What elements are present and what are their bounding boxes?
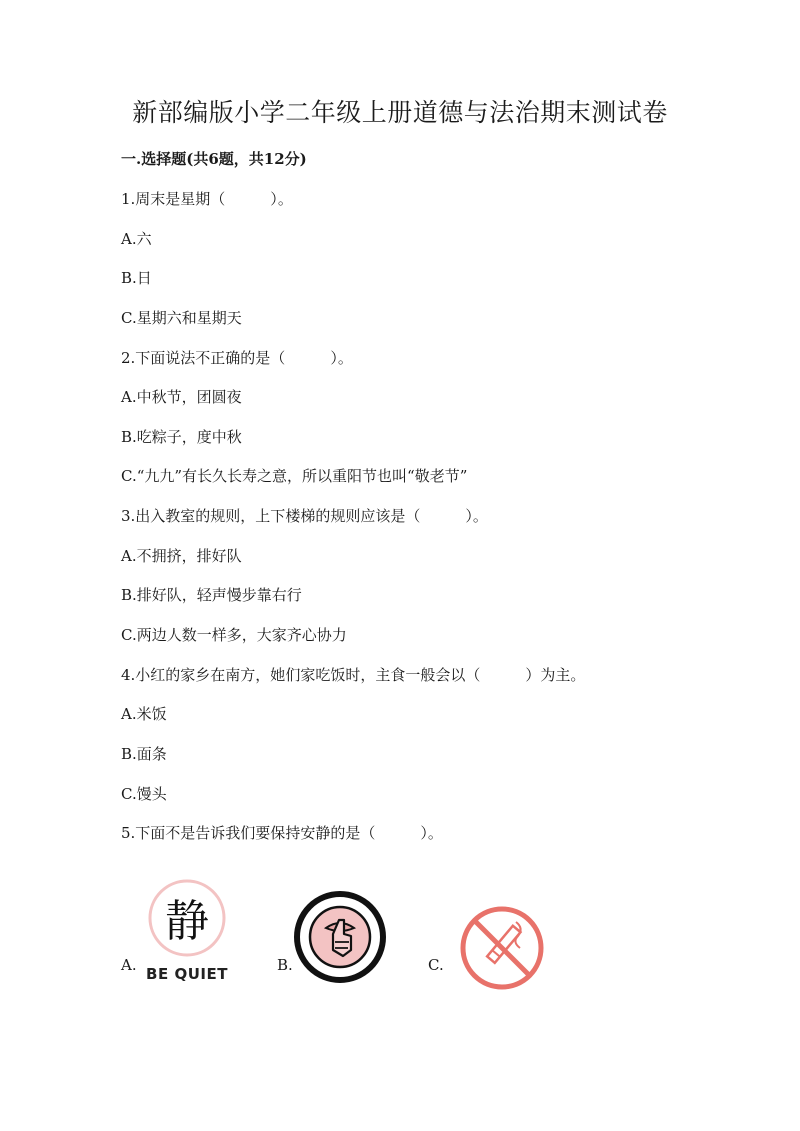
q5-option-a-label: A.: [121, 956, 137, 974]
q2-option-c: C.“九九”有长久长寿之意，所以重阳节也叫“敬老节”: [121, 467, 468, 485]
q4-option-b: B.面条: [121, 745, 167, 763]
q3-option-b: B.排好队，轻声慢步靠右行: [121, 586, 302, 604]
shush-sign-icon: [293, 890, 387, 984]
q2-option-b: B.吃粽子，度中秋: [121, 428, 242, 446]
quiet-character: 静: [165, 896, 209, 947]
q4-option-c: C.馒头: [121, 785, 167, 803]
page-title: 新部编版小学二年级上册道德与法治期末测试卷: [132, 98, 668, 127]
question-4: 4.小红的家乡在南方，她们家吃饭时，主食一般会以（ ）为主。: [121, 666, 586, 684]
q1-option-c: C.星期六和星期天: [121, 309, 242, 327]
q4-option-a: A.米饭: [121, 705, 167, 723]
q3-option-c: C.两边人数一样多，大家齐心协力: [121, 626, 347, 644]
section-heading: 一.选择题(共6题，共12分): [121, 150, 307, 168]
be-quiet-sign-icon: [140, 878, 234, 986]
question-2: 2.下面说法不正确的是（ ）。: [121, 349, 353, 367]
question-1: 1.周末是星期（ ）。: [121, 190, 293, 208]
question-5: 5.下面不是告诉我们要保持安静的是（ ）。: [121, 824, 443, 842]
q1-option-a: A.六: [121, 230, 152, 248]
q5-option-b-label: B.: [277, 956, 293, 974]
q3-option-a: A.不拥挤，排好队: [121, 547, 242, 565]
question-3: 3.出入教室的规则，上下楼梯的规则应该是（ ）。: [121, 507, 488, 525]
q2-option-a: A.中秋节，团圆夜: [121, 388, 242, 406]
no-smoking-sign-icon: [458, 904, 546, 992]
q5-option-c-label: C.: [428, 956, 444, 974]
be-quiet-text: BE QUIET: [146, 965, 228, 983]
q1-option-b: B.日: [121, 269, 152, 287]
